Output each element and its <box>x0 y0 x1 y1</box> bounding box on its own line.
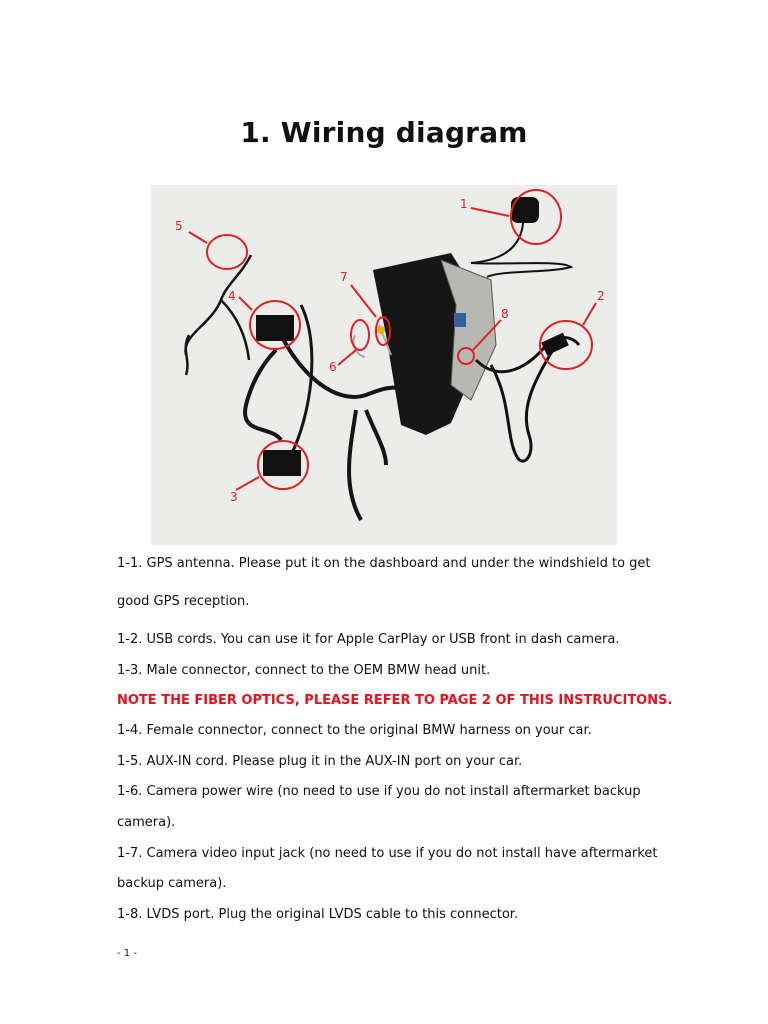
item-1-5: 1-5. AUX-IN cord. Please plug it in the AUX-IN port on your car. <box>117 754 523 769</box>
item-1-7-line-1: 1-7. Camera video input jack (no need to use if you do not install have aftermarket <box>117 846 658 861</box>
page-number: - 1 - <box>117 948 137 959</box>
male-connector-block <box>263 450 301 476</box>
head-unit-label <box>454 313 466 327</box>
item-1-4: 1-4. Female connector, connect to the original BMW harness on your car. <box>117 723 592 738</box>
callout-circle-5 <box>207 235 247 269</box>
usb-plug <box>541 333 569 356</box>
callout-label-8: 8 <box>501 307 509 321</box>
callout-label-6: 6 <box>329 360 337 374</box>
item-1-1-line-2: good GPS reception. <box>117 594 250 609</box>
item-1-2: 1-2. USB cords. You can use it for Apple CarPlay or USB front in dash camera. <box>117 632 620 647</box>
gps-cable <box>471 223 571 277</box>
callout-label-7: 7 <box>340 270 348 284</box>
item-1-6-line-2: camera). <box>117 815 176 830</box>
item-1-1-line-1: 1-1. GPS antenna. Please put it on the dashboard and under the windshield to get <box>117 556 651 571</box>
item-1-6-line-1: 1-6. Camera power wire (no need to use if you do not install aftermarket backup <box>117 784 641 799</box>
callout-label-2: 2 <box>597 289 605 303</box>
callout-circle-6 <box>351 320 369 350</box>
callout-label-1: 1 <box>460 197 468 211</box>
aux-cord <box>185 255 251 375</box>
fiber-optics-note: NOTE THE FIBER OPTICS, PLEASE REFER TO PAGE 2 OF THIS INSTRUCITONS. <box>117 693 673 708</box>
callout-label-3: 3 <box>230 490 238 504</box>
callout-label-4: 4 <box>228 289 236 303</box>
harness-branch <box>291 305 312 455</box>
female-connector-block <box>256 315 294 341</box>
wiring-diagram-photo <box>151 185 617 545</box>
item-1-8: 1-8. LVDS port. Plug the original LVDS cable to this connector. <box>117 907 519 922</box>
item-1-7-line-2: backup camera). <box>117 876 227 891</box>
page-title: 1. Wiring diagram <box>240 116 528 149</box>
video-jack <box>377 326 385 334</box>
callout-label-5: 5 <box>175 219 183 233</box>
item-1-3: 1-3. Male connector, connect to the OEM BMW head unit. <box>117 663 491 678</box>
wiring-diagram-illustration <box>151 185 617 545</box>
